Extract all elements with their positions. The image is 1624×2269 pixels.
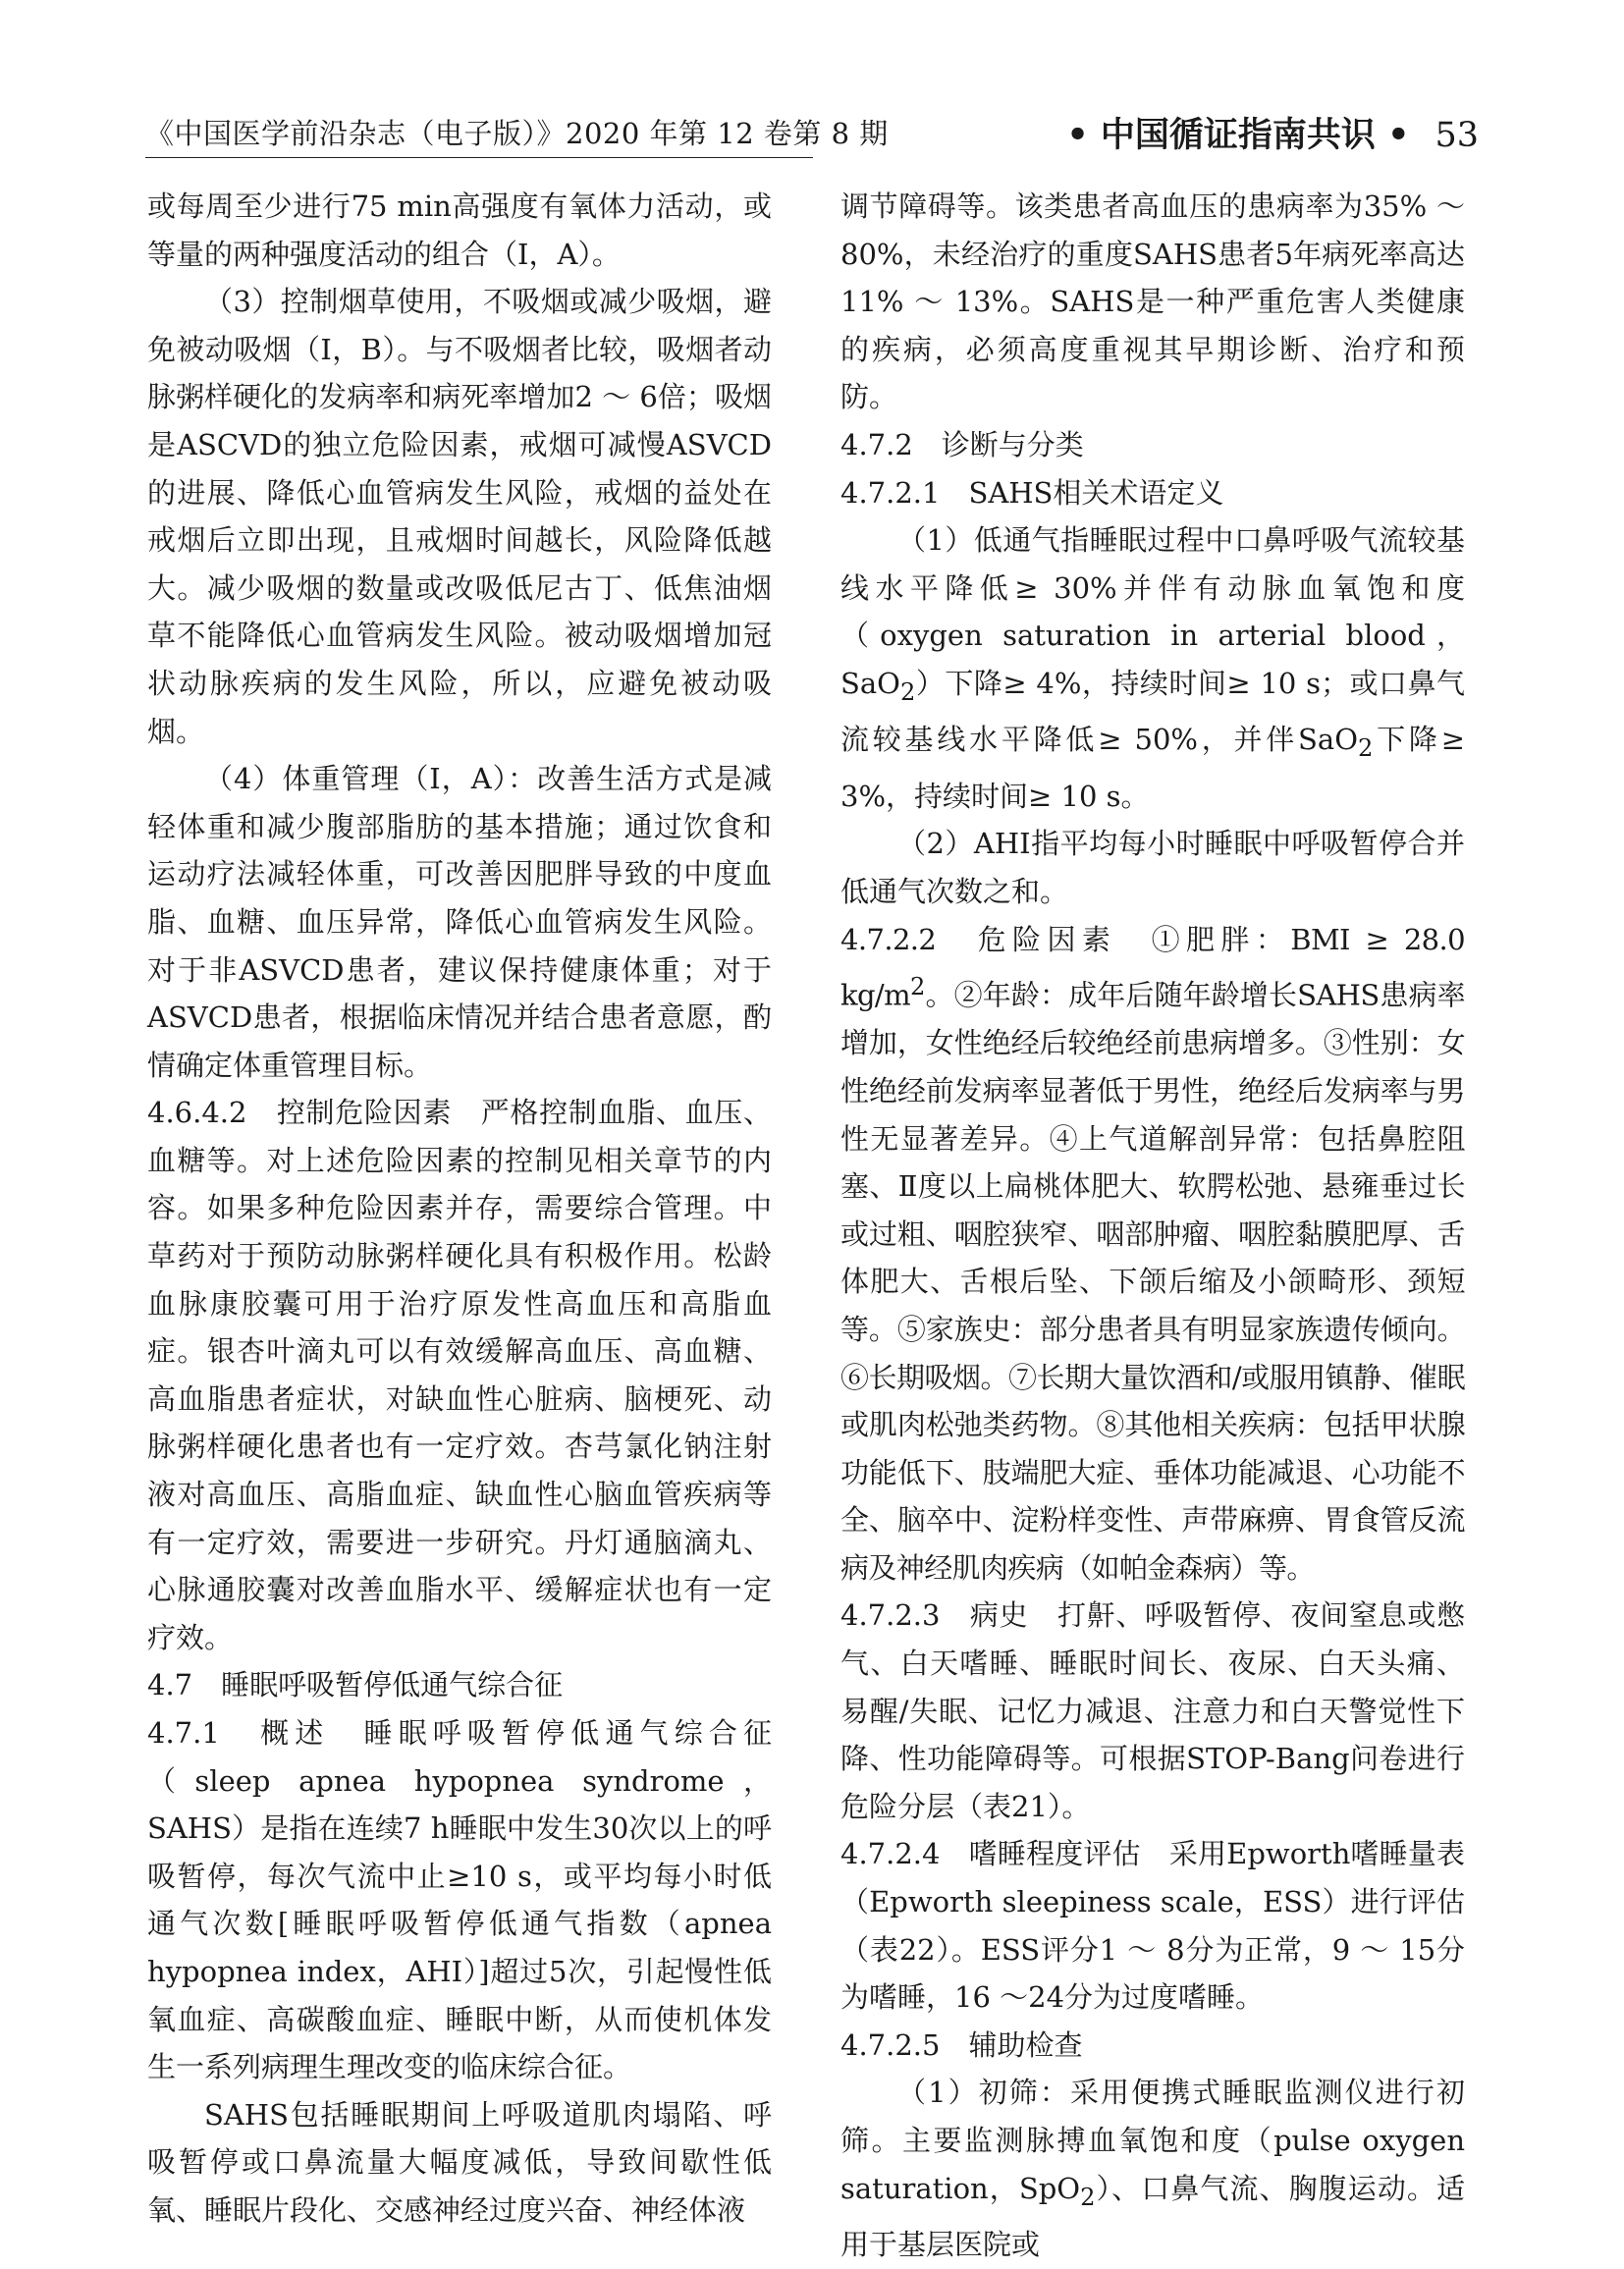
paragraph: 4.7.2.3 病史 打鼾、呼吸暂停、夜间窒息或憋气、白天嗜睡、睡眠时间长、夜尿、白天头痛、易醒/失眠、记忆力减退、注意力和白天警觉性下降、性功能障碍等。可根据STOP-Bang问卷进行危险分层（表21）。	[840, 1598, 1465, 1823]
subscript: 2	[899, 677, 916, 706]
section-heading: 4.7.2 诊断与分类	[840, 427, 1084, 461]
section-heading: 4.7.2.5 辅助检查	[840, 2027, 1083, 2062]
paragraph: （3）控制烟草使用，不吸烟或减少吸烟，避免被动吸烟（Ⅰ，B）。与不吸烟者比较，吸烟者动脉粥样硬化的发病率和病死率增加2 ～ 6倍；吸烟是ASCVD的独立危险因素，戒烟可减慢ASVCD的进展、降低心血管病发生风险，戒烟的益处在戒烟后立即出现，且戒烟时间越长，风险降低越大。减少吸烟的数量或改吸低尼古丁、低焦油烟草不能降低心血管病发生风险。被动吸烟增加冠状动脉疾病的发生风险，所以，应避免被动吸烟。	[147, 285, 772, 748]
paragraph: 4.6.4.2 控制危险因素 严格控制血脂、血压、血糖等。对上述危险因素的控制见相关章节的内容。如果多种危险因素并存，需要综合管理。中草药对于预防动脉粥样硬化具有积极作用。松龄血脉康胶囊可用于治疗原发性高血压和高脂血症。银杏叶滴丸可以有效缓解高血压、高血糖、高血脂患者症状，对缺血性心脏病、脑梗死、动脉粥样硬化患者也有一定疗效。杏芎氯化钠注射液对高血压、高脂血症、缺血性心脑血管疾病等有一定疗效，需要进一步研究。丹灯通脑滴丸、心脉通胶囊对改善血脂水平、缓解症状也有一定疗效。	[147, 1096, 772, 1654]
paragraph: （4）体重管理（Ⅰ，A）：改善生活方式是减轻体重和减少腹部脂肪的基本措施；通过饮食和运动疗法减轻体重，可改善因肥胖导致的中度血脂、血糖、血压异常，降低心血管病发生风险。对于非ASVCD患者，建议保持健康体重；对于ASVCD患者，根据临床情况并结合患者意愿，酌情确定体重管理目标。	[147, 762, 772, 1082]
section-mark	[1066, 108, 1479, 157]
text-run: 4.7.2.2 危险因素 ①肥胖：BMI ≥ 28.0 kg/m	[840, 922, 1465, 1012]
header-rule	[145, 157, 813, 158]
subscript: 2	[1080, 2183, 1096, 2211]
paragraph	[840, 516, 1465, 820]
section-title: • 中国循证指南共识 •	[1066, 115, 1410, 155]
text-run: （1）低通气指睡眠过程中口鼻呼吸气流较基线水平降低≥ 30%并伴有动脉血氧饱和度（oxygen saturation in arterial blood，SaO	[840, 523, 1465, 700]
text-run: ）下降≥ 4%，持续时间≥ 10 s；或口鼻气流较基线水平降低≥ 50%，并伴SaO	[840, 666, 1465, 757]
subscript: 2	[1358, 734, 1374, 763]
paragraph	[840, 916, 1465, 1593]
text-run: 。②年龄：成年后随年龄增长SAHS患病率增加，女性绝经后较绝经前患病增多。③性别：女性绝经前发病率显著低于男性，绝经后发病率与男性无显著差异。④上气道解剖异常：包括鼻腔阻塞、Ⅱ度以上扁桃体肥大、软腭松弛、悬雍垂过长或过粗、咽腔狭窄、咽部肿瘤、咽腔黏膜肥厚、舌体肥大、舌根后坠、下颌后缩及小颌畸形、颈短等。⑤家族史：部分患者具有明显家族遗传倾向。⑥长期吸烟。⑦长期大量饮酒和/或服用镇静、催眠或肌肉松弛类药物。⑧其他相关疾病：包括甲状腺功能低下、肢端肥大症、垂体功能减退、心功能不全、脑卒中、淀粉样变性、声带麻痹、胃食管反流病及神经肌肉疾病（如帕金森病）等。	[840, 978, 1465, 1585]
paragraph: 4.7.1 概述 睡眠呼吸暂停低通气综合征（sleep apnea hypopnea syndrome，SAHS）是指在连续7 h睡眠中发生30次以上的呼吸暂停，每次气流中止≥10 s，或平均每小时低通气次数[睡眠呼吸暂停低通气指数（apnea hypopnea index，AHI）]超过5次，引起慢性低氧血症、高碳酸血症、睡眠中断，从而使机体发生一系列病理生理改变的临床综合征。	[147, 1716, 772, 2084]
text-run: （1）初筛：采用便携式睡眠监测仪进行初筛。主要监测脉搏血氧饱和度（pulse oxygen saturation，SpO	[840, 2076, 1465, 2205]
paragraph: SAHS包括睡眠期间上呼吸道肌肉塌陷、呼吸暂停或口鼻流量大幅度减低，导致间歇性低氧、睡眠片段化、交感神经过度兴奋、神经体液	[147, 2097, 772, 2227]
text-run: ）、口鼻气流、胸腹运动。适用于基层医院或	[840, 2171, 1465, 2261]
page-number: 53	[1435, 116, 1479, 155]
paragraph: （2）AHI指平均每小时睡眠中呼吸暂停合并低通气次数之和。	[840, 827, 1465, 908]
journal-citation: 《中国医学前沿杂志（电子版）》2020 年第 12 卷第 8 期	[145, 117, 889, 150]
left-column	[147, 183, 772, 2235]
paragraph: 或每周至少进行75 min高强度有氧体力活动，或等量的两种强度活动的组合（Ⅰ，A）。	[147, 189, 772, 271]
right-column	[840, 183, 1465, 2269]
section-heading: 4.7.2.1 SAHS相关术语定义	[840, 475, 1224, 510]
page-header	[145, 106, 1479, 161]
paragraph	[840, 2069, 1465, 2268]
paragraph: 调节障碍等。该类患者高血压的患病率为35% ～80%，未经治疗的重度SAHS患者5年病死率高达11% ～ 13%。SAHS是一种严重危害人类健康的疾病，必须高度重视其早期诊断、治疗和预防。	[840, 189, 1465, 414]
superscript: 2	[910, 973, 925, 1001]
text-run: 下降≥ 3%，持续时间≥ 10 s。	[840, 723, 1466, 813]
section-heading: 4.7 睡眠呼吸暂停低通气综合征	[147, 1668, 564, 1702]
paragraph: 4.7.2.4 嗜睡程度评估 采用Epworth嗜睡量表（Epworth sleepiness scale，ESS）进行评估（表22）。ESS评分1 ～ 8分为正常，9 ～ 15分为嗜睡，16 ～24分为过度嗜睡。	[840, 1837, 1465, 2015]
